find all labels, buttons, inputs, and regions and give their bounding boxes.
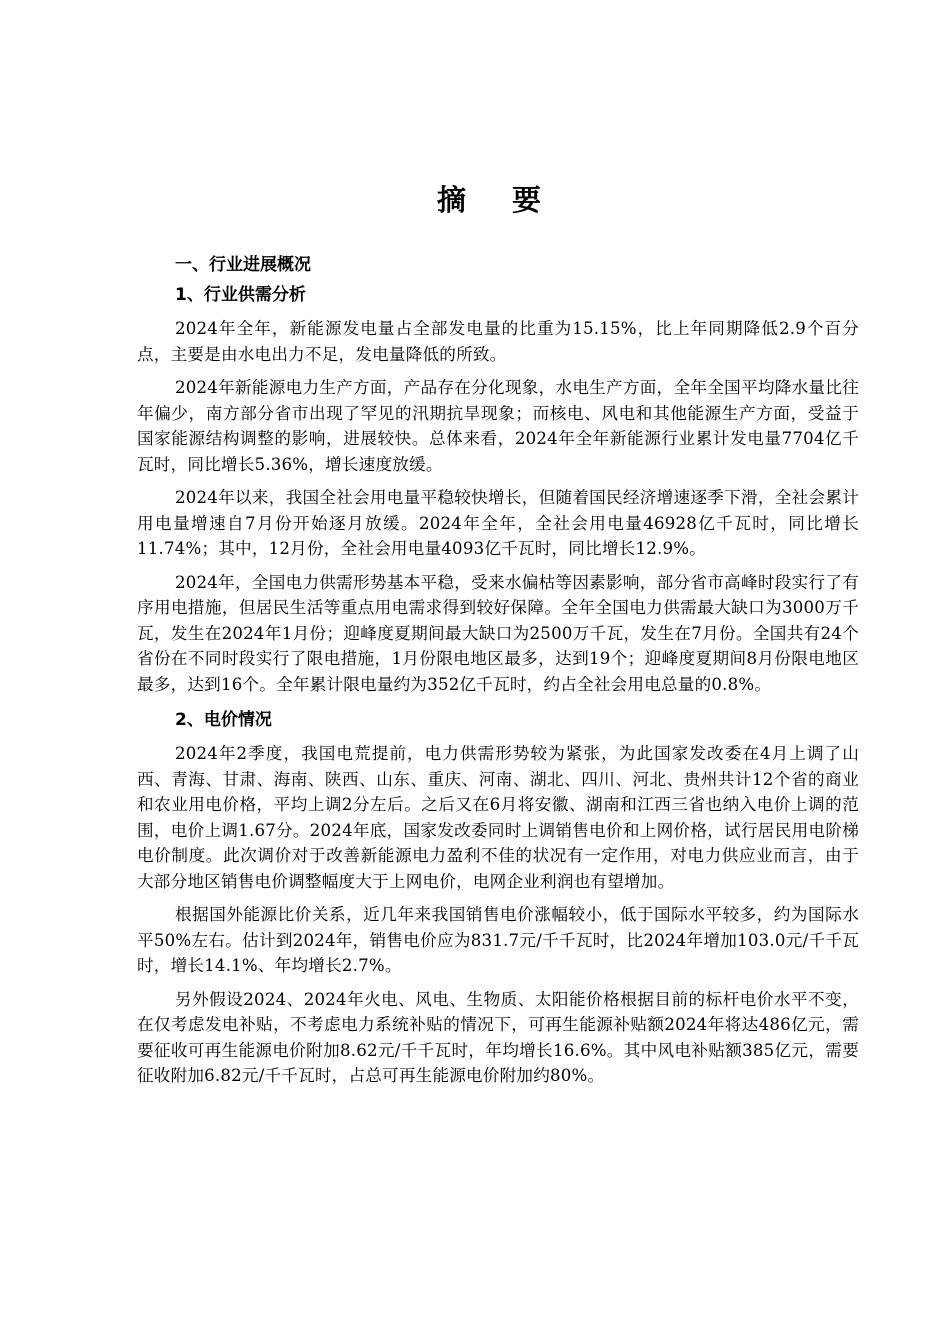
paragraph: 2024年全年，新能源发电量占全部发电量的比重为15.15%，比上年同期降低2.9个百分点，主要是由水电出力不足，发电量降低的所致。 — [137, 319, 859, 364]
paragraph: 2024年新能源电力生产方面，产品存在分化现象，水电生产方面，全年全国平均降水量比往年偏少，南方部分省市出现了罕见的汛期抗旱现象；而核电、风电和其他能源生产方面，受益于国家能源结构调整的影响，进展较快。总体来看，2024年全年新能源行业累计发电量7704亿千瓦时，同比增长5.36%，增长速度放缓。 — [137, 378, 859, 474]
document-body — [137, 250, 859, 1097]
subsection-heading-electricity-price: 2、电价情况 — [175, 710, 272, 730]
subsection-heading-supply-demand: 1、行业供需分析 — [175, 285, 306, 305]
paragraph: 根据国外能源比价关系，近几年来我国销售电价涨幅较小，低于国际水平较多，约为国际水平50%左右。估计到2024年，销售电价应为831.7元/千千瓦时，比2024年增加103.0元/千千瓦时，增长14.1%、年均增长2.7%。 — [137, 905, 859, 975]
paragraph: 另外假设2024、2024年火电、风电、生物质、太阳能价格根据目前的标杆电价水平不变，在仅考虑发电补贴，不考虑电力系统补贴的情况下，可再生能源补贴额2024年将达486亿元，需要征收可再生能源电价附加8.62元/千千瓦时，年均增长16.6%。其中风电补贴额385亿元，需要征收附加6.82元/千千瓦时，占总可再生能源电价附加约80%。 — [137, 989, 859, 1085]
section-heading-industry-overview: 一、行业进展概况 — [175, 255, 311, 275]
paragraph: 2024年2季度，我国电荒提前，电力供需形势较为紧张，为此国家发改委在4月上调了山西、青海、甘肃、海南、陕西、山东、重庆、河南、湖北、四川、河北、贵州共计12个省的商业和农业用电价格，平均上调2分左后。之后又在6月将安徽、湖南和江西三省也纳入电价上调的范围，电价上调1.67分。2024年底，国家发改委同时上调销售电价和上网价格，试行居民用电阶梯电价制度。此次调价对于改善新能源电力盈利不佳的状况有一定作用，对电力供应业而言，由于大部分地区销售电价调整幅度大于上网电价，电网企业利润也有望增加。 — [137, 744, 859, 891]
page-title: 摘 要 — [436, 183, 560, 217]
paragraph: 2024年以来，我国全社会用电量平稳较快增长，但随着国民经济增速逐季下滑，全社会累计用电量增速自7月份开始逐月放缓。2024年全年，全社会用电量46928亿千瓦时，同比增长11.74%；其中，12月份，全社会用电量4093亿千瓦时，同比增长12.9%。 — [137, 488, 859, 558]
paragraph: 2024年，全国电力供需形势基本平稳，受来水偏枯等因素影响，部分省市高峰时段实行了有序用电措施，但居民生活等重点用电需求得到较好保障。全年全国电力供需最大缺口为3000万千瓦，发生在2024年1月份；迎峰度夏期间最大缺口为2500万千瓦，发生在7月份。全国共有24个省份在不同时段实行了限电措施，1月份限电地区最多，达到19个；迎峰度夏期间8月份限电地区最多，达到16个。全年累计限电量约为352亿千瓦时，约占全社会用电总量的0.8%。 — [137, 572, 859, 694]
